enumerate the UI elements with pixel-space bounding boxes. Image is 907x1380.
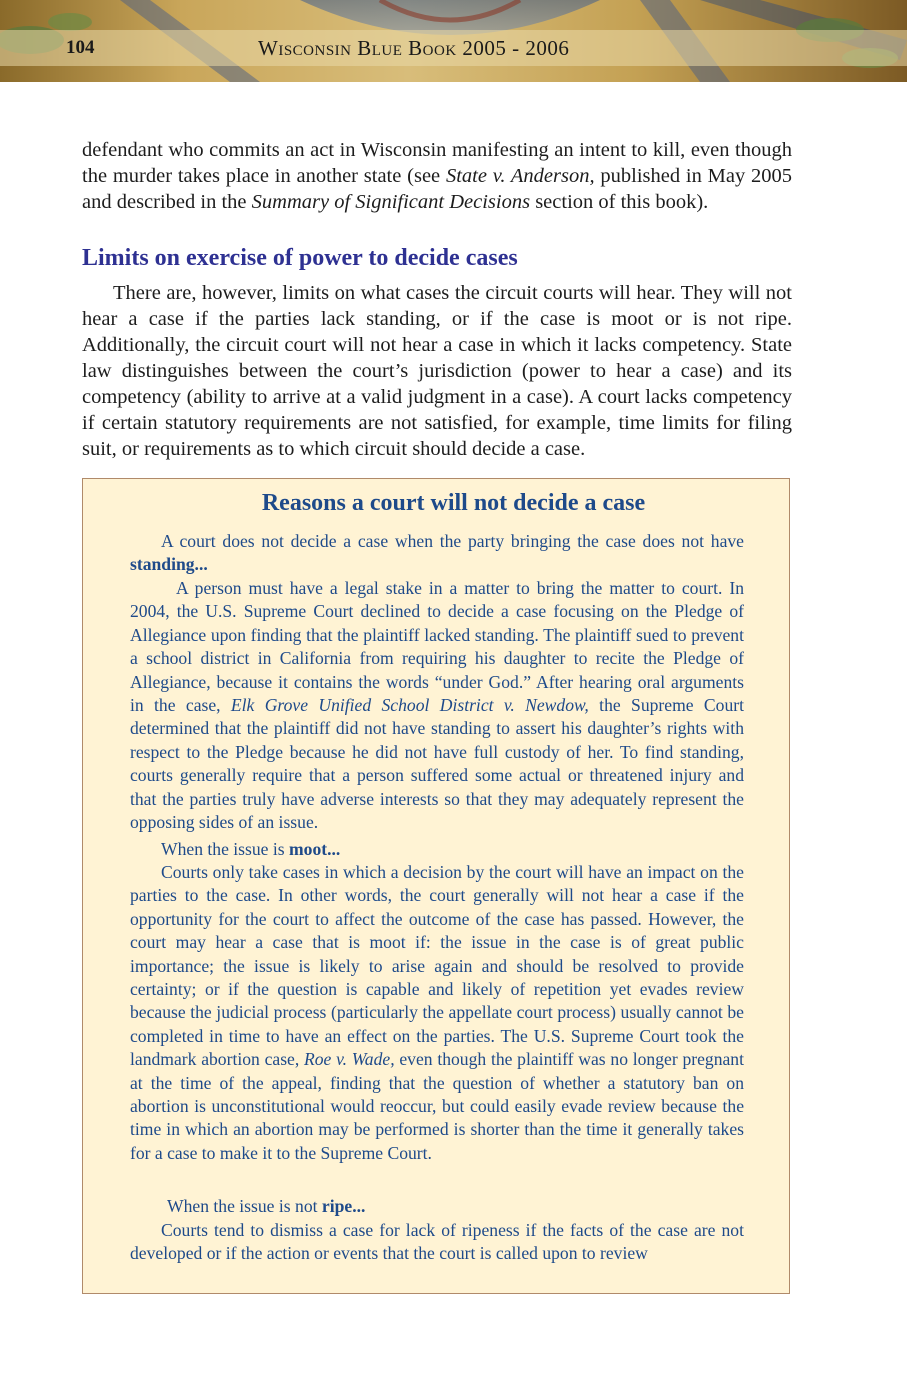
book-title: Wisconsin Blue Book 2005 - 2006 — [258, 36, 570, 60]
term-ripe: ripe... — [321, 1196, 366, 1216]
moot-lead-text: When the issue is — [161, 839, 290, 859]
intro-text-end: section of this book). — [530, 191, 709, 213]
sidebar-title: Reasons a court will not decide a case — [261, 490, 646, 516]
intro-text-middle: published in May 2005 and described in the — [82, 165, 792, 213]
intro-paragraph — [82, 137, 792, 215]
ripe-lead-text: When the issue is not — [167, 1196, 322, 1216]
standing-lead — [130, 530, 744, 577]
standing-body — [130, 577, 744, 834]
standing-lead-text: A court does not decide a case when the party bringing the case does not have — [161, 531, 744, 551]
section-heading: Limits on exercise of power to decide cases — [82, 245, 518, 271]
header-banner — [0, 0, 907, 82]
case-name-newdow: Elk Grove Unified School District v. Newdow, — [230, 695, 589, 716]
moot-lead — [130, 838, 744, 861]
intro-text: defendant who commits an act in Wisconsin manifesting an intent to kill, even though the murder takes place in another state (see — [82, 139, 792, 187]
term-moot: moot... — [289, 839, 341, 859]
page-number: 104 — [66, 37, 95, 58]
case-name-roe: Roe v. Wade, — [304, 1049, 395, 1070]
ripe-lead — [130, 1195, 744, 1218]
section-reference: Summary of Significant Decisions — [251, 191, 531, 213]
term-standing: standing... — [130, 554, 208, 575]
moot-body — [130, 861, 744, 1165]
standing-text-end: the Supreme Court determined that the plaintiff did not have standing to assert his daughter’s rights with respect to the Pledge because he did not have full custody of her. To find standing, courts generally require that a person suffered some actual or threatened injury and that the parties truly have adverse interests so that they may adequately represent the opposing sides of an issue. — [130, 695, 745, 833]
ripe-body: Courts tend to dismiss a case for lack of ripeness if the facts of the case are not developed or if the action or events that the court is called upon to review — [130, 1220, 744, 1264]
standing-text: A person must have a legal stake in a matter to bring the matter to court. In 2004, the U.S. Supreme Court declined to decide a case focusing on the Pledge of Allegiance upon finding that the plaintiff lacked standing. The plaintiff sued to prevent a school district in California from requiring his daughter to recite the Pledge of Allegiance, because it contains the words “under God.” After hearing oral arguments in the case, — [130, 578, 744, 716]
moot-text: Courts only take cases in which a decision by the court will have an impact on the parties to the case. In other words, the court generally will not hear a case if the opportunity for the court to affect the outcome of the case has passed. However, the court may hear a case that is moot if: the issue in the case is of great public importance; the issue is likely to arise again and should be resolved to provide certainty; or if the question is capable and likely of repetition yet evades review because the judicial process (particularly the appellate court process) usually cannot be completed in time to have an effect on the parties. The U.S. Supreme Court took the landmark abortion case, — [130, 862, 744, 1070]
limits-paragraph: There are, however, limits on what cases the circuit courts will hear. They will not hear a case if the parties lack standing, or if the case is moot or is not ripe. Additionally, the circuit court will not hear a case in which it lacks competency. State law distinguishes between the court’s jurisdiction (power to hear a case) and its competency (ability to arrive at a valid judgment in a case). A court lacks competency if certain statutory requirements are not satisfied, for example, time limits for filing suit, or requirements as to which circuit should decide a case. — [82, 282, 792, 460]
case-name-anderson: State v. Anderson, — [445, 165, 595, 187]
moot-text-end: even though the plaintiff was no longer pregnant at the time of the appeal, finding that the question of whether a statutory ban on abortion is unconstitutional would reoccur, but could easily evade review because the time in which an abortion may be performed is shorter than the time it generally takes for a case to make it to the Supreme Court. — [130, 1049, 744, 1163]
